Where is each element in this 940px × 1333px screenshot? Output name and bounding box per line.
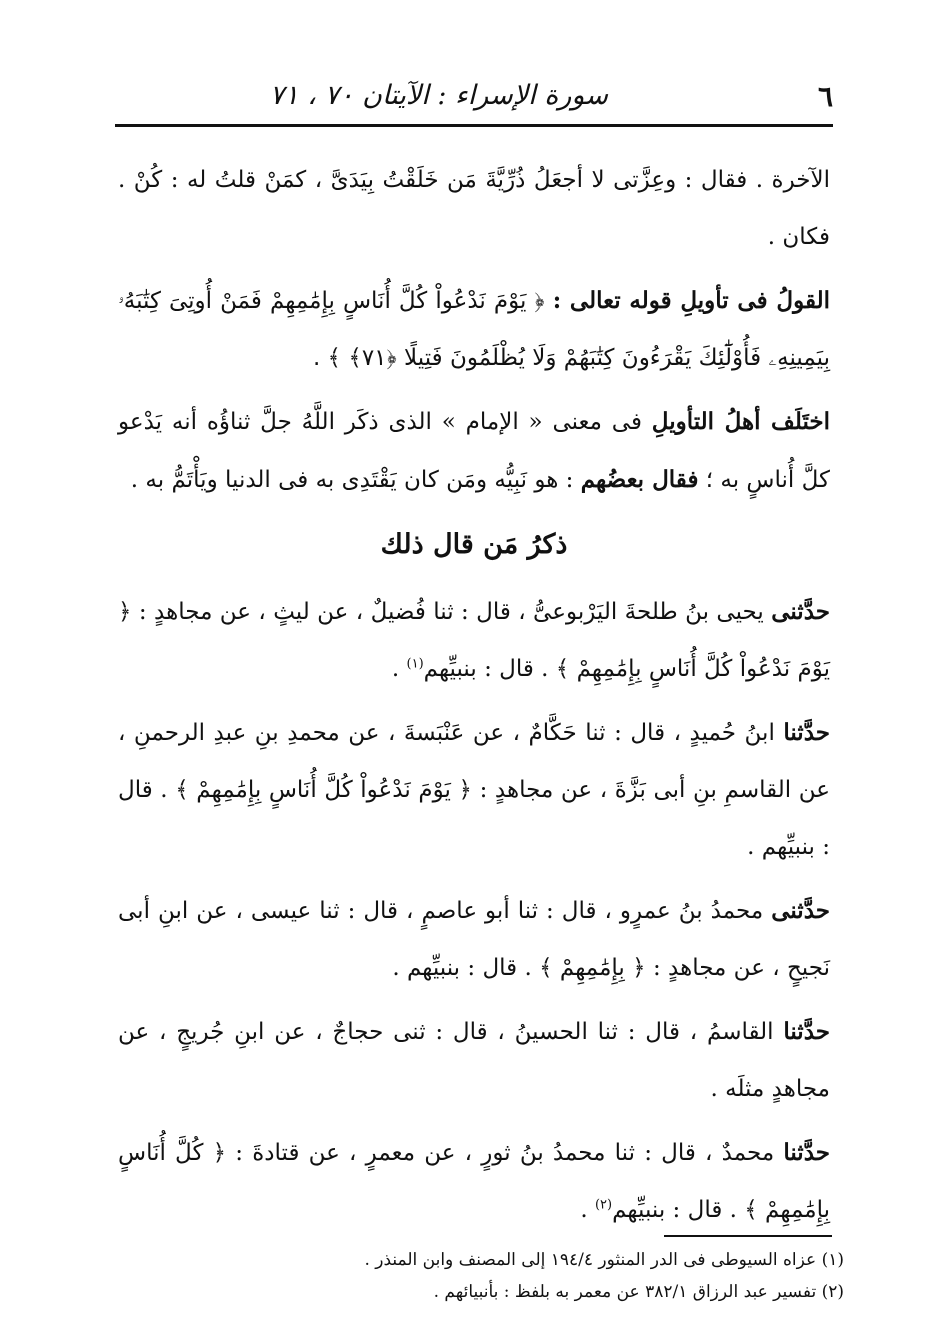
- quran-verse: ﴿ كُلَّ أُنَاسٍ بِإِمَٰمِهِمْ ﴾: [118, 1140, 830, 1223]
- paragraph-text: الآخرة . فقال : وعِزَّتى لا أجعَلُ ذُرِّيَّةَ مَن خَلَقْتُ بِيَدَىَّ ، كمَنْ قلتُ له : كُنْ . فكان .: [118, 167, 830, 250]
- paragraph-5: [118, 704, 830, 876]
- paragraph-text-end: . قال : بنبيِّهم .: [118, 777, 830, 860]
- paragraph-text: القاسمُ ، قال : ثنا الحسينُ ، قال : ثنى حجاجٌ ، عن ابنِ جُريجٍ ، عن مجاهدٍ مثلَه .: [118, 1019, 830, 1102]
- footnotes: [114, 1244, 844, 1308]
- footnote-2: (٢) تفسير عبد الرزاق ٣٨٢/١ عن معمر به بلفظ : بأنبيائهم .: [433, 1282, 844, 1302]
- footnote-marker-1: (١): [406, 656, 424, 672]
- paragraph-2: [118, 272, 830, 387]
- bold-lead: حدَّثنا: [783, 719, 830, 746]
- header-rule: [115, 124, 833, 127]
- paragraph-text-end: . قال : بنبيِّهم .: [392, 955, 532, 981]
- paragraph-6: [118, 882, 830, 997]
- bold-lead: حدَّثنى: [771, 598, 830, 625]
- page-body: [118, 152, 830, 1245]
- paragraph-text: فى معنى « الإمام » الذى ذكَر اللَّهُ جلَّ ثناؤُه أنه يَدْعو كلَّ أُناسٍ به ؛: [118, 409, 830, 493]
- paragraph-text-end: . قال : بنبيِّهم: [612, 1197, 737, 1223]
- page-header: [115, 80, 833, 124]
- quran-verse: ﴿ يَوْمَ نَدْعُواْ كُلَّ أُنَاسٍ بِإِمَٰمِهِمْ ﴾: [175, 777, 472, 803]
- paragraph-period: .: [580, 1197, 588, 1223]
- paragraph-text: محمدُ بنُ عمرٍو ، قال : ثنا أبو عاصمٍ ، قال : ثنا عيسى ، عن ابنِ أبى نَجيحٍ ، عن مجاهدٍ :: [118, 898, 830, 981]
- bold-lead: حدَّثنى: [771, 897, 830, 924]
- footnote-rule: [664, 1235, 832, 1237]
- bold-lead: حدَّثنا: [783, 1018, 830, 1045]
- section-heading: ذكرُ مَن قال ذلك: [380, 529, 568, 560]
- paragraph-text: ابنُ حُميدٍ ، قال : ثنا حَكَّامٌ ، عن عَنْبَسةَ ، عن محمدِ بنِ عبدِ الرحمنِ ، عن القاسمِ بنِ أبى بَزَّةَ ، عن مجاهدٍ :: [118, 720, 830, 803]
- quran-verse: ﴿ يَوْمَ نَدْعُواْ كُلَّ أُنَاسٍ بِإِمَٰمِهِمْ ﴾: [118, 599, 830, 682]
- paragraph-text-end: : هو نَبِيُّه ومَن كان يَقْتَدِى به فى الدنيا ويَأْتَمُّ به .: [130, 467, 574, 493]
- paragraph-period: .: [391, 656, 400, 682]
- paragraph-1: [118, 152, 830, 266]
- quran-verse: ﴿ بِإِمَٰمِهِمْ ﴾: [539, 955, 646, 981]
- bold-lead: اختَلَف أهلُ التأويلِ: [651, 408, 830, 435]
- footnote-1: (١) عزاه السيوطى فى الدر المنثور ١٩٤/٤ إلى المصنف وابن المنذر .: [364, 1250, 844, 1270]
- paragraph-4: [118, 583, 830, 698]
- page-number: ٦: [817, 80, 833, 113]
- bold-lead: القولُ فى تأويلِ قوله تعالى :: [552, 287, 830, 314]
- paragraph-3: [118, 393, 830, 509]
- quran-verse: ﴿ يَوْمَ نَدْعُواْ كُلَّ أُنَاسٍ بِإِمَٰمِهِمْ فَمَنْ أُوتِىَ كِتَٰبَهُۥ بِيَمِينِهِۦ فَأُوْلَٰٓئِكَ يَقْرَءُونَ كِتَٰبَهُمْ وَلَا يُظْلَمُونَ فَتِيلًا ﴿٧١﴾ ﴾ .: [118, 288, 830, 371]
- paragraph-text: يحيى بنُ طلحةَ اليَرْبوعىُّ ، قال : ثنا فُضيلٌ ، عن ليثٍ ، عن مجاهدٍ :: [138, 599, 764, 625]
- bold-lead-2: فقال بعضُهم: [580, 466, 699, 493]
- paragraph-8: [118, 1124, 830, 1239]
- footnote-marker-2: (٢): [594, 1197, 613, 1213]
- bold-lead: حدَّثنا: [783, 1139, 830, 1166]
- paragraph-text-end: . قال : بنبيِّهم: [423, 656, 549, 682]
- paragraph-text: محمدٌ ، قال : ثنا محمدُ بنُ ثورٍ ، عن معمرٍ ، عن قتادةَ :: [235, 1140, 775, 1166]
- running-title: سورة الإسراء : الآيتان ٧٠ ، ٧١: [269, 80, 608, 111]
- paragraph-7: [118, 1003, 830, 1118]
